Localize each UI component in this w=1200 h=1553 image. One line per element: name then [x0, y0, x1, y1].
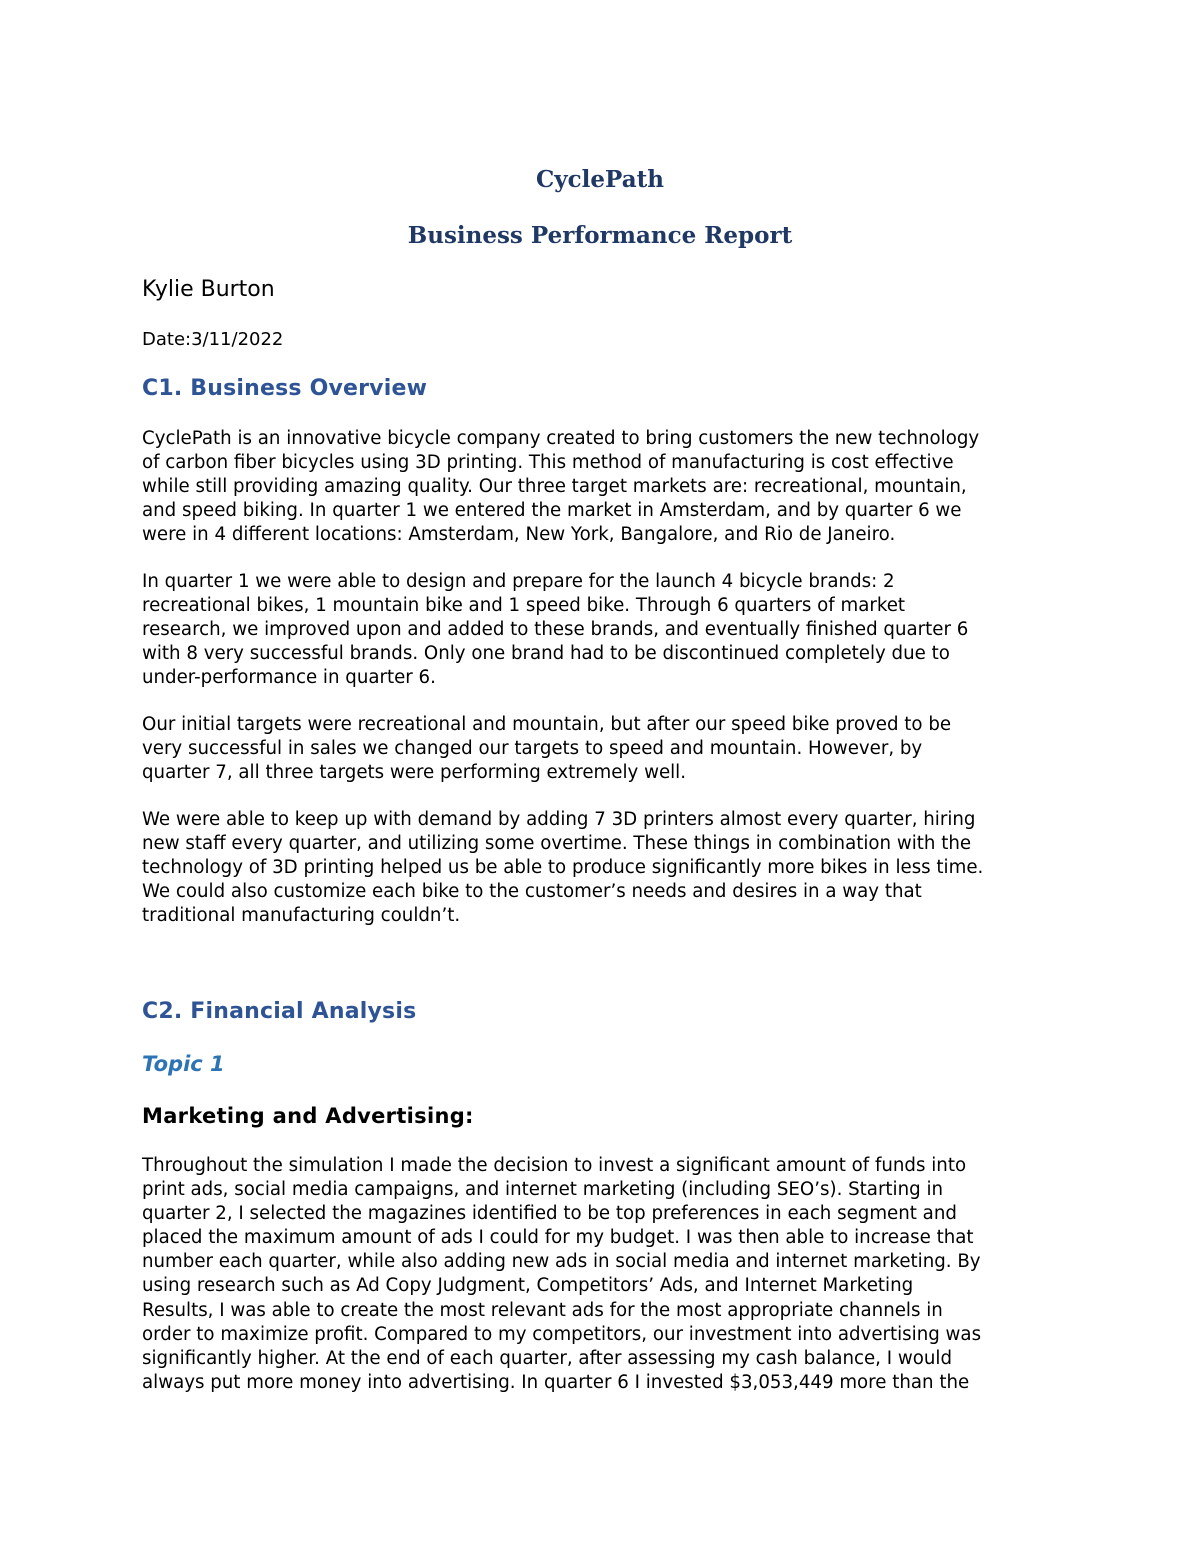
paragraph: In quarter 1 we were able to design and prepare for the launch 4 bicycle brands: 2 recreational bikes, 1 mountain bike and 1 speed bike. Through 6 quarters of market research, we improved upon and added to these brands, and eventually finished quarter 6 with 8 very successful brands. Only one brand had to be discontinued completely due to under-performance in quarter 6. [142, 571, 969, 689]
section-heading-financial-analysis: C2. Financial Analysis [142, 999, 417, 1024]
report-date: Date:3/11/2022 [142, 329, 284, 350]
author-name: Kylie Burton [142, 277, 275, 302]
paragraph: Our initial targets were recreational and mountain, but after our speed bike proved to be very successful in sales we changed our targets to speed and mountain. However, by quarter 7, all three targets were performing extremely well. [142, 714, 952, 784]
document-title: CyclePath [536, 166, 664, 193]
subheading-marketing-advertising: Marketing and Advertising: [142, 1104, 474, 1128]
topic-heading: Topic 1 [142, 1052, 225, 1076]
section-heading-business-overview: C1. Business Overview [142, 376, 428, 401]
paragraph: CyclePath is an innovative bicycle company created to bring customers the new technology of carbon fiber bicycles using 3D printing. This method of manufacturing is cost effective while still providing amazing quality. Our three target markets are: recreational, mountain, and speed biking. In quarter 1 we entered the market in Amsterdam, and by quarter 6 we were in 4 different locations: Amsterdam, New York, Bangalore, and Rio de Janeiro. [142, 428, 980, 546]
paragraph: Throughout the simulation I made the decision to invest a significant amount of funds into print ads, social media campaigns, and internet marketing (including SEO’s). Starting in quarter 2, I selected the magazines identified to be top preferences in each segment and placed the maximum amount of ads I could for my budget. I was then able to increase that number each quarter, while also adding new ads in social media and internet marketing. By using research such as Ad Copy Judgment, Competitors’ Ads, and Internet Marketing Results, I was able to create the most relevant ads for the most appropriate channels in order to maximize profit. Compared to my competitors, our investment into advertising was significantly higher. At the end of each quarter, after assessing my cash balance, I would always put more money into advertising. In quarter 6 I invested $3,053,449 more than the [142, 1155, 982, 1393]
paragraph: We were able to keep up with demand by adding 7 3D printers almost every quarter, hiring new staff every quarter, and utilizing some overtime. These things in combination with the technology of 3D printing helped us be able to produce significantly more bikes in less time. We could also customize each bike to the customer’s needs and desires in a way that traditional manufacturing couldn’t. [142, 809, 984, 927]
document-page [142, 0, 1062, 1553]
document-subtitle: Business Performance Report [407, 222, 793, 249]
